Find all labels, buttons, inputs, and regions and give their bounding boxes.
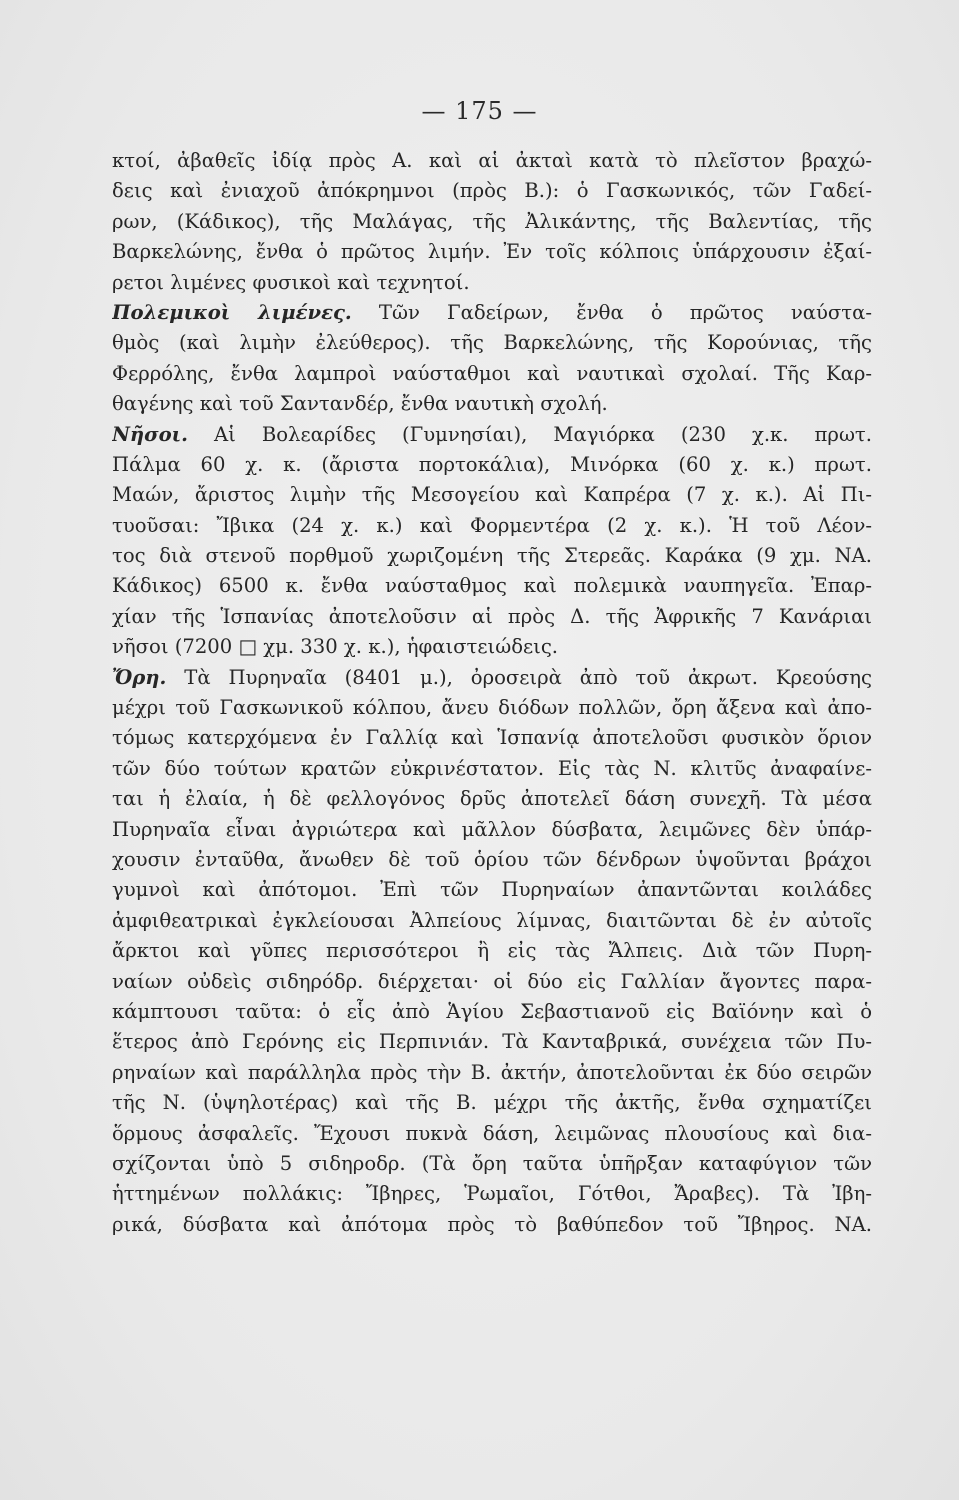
text-line <box>112 1027 872 1057</box>
text-line <box>112 268 872 298</box>
body-text <box>112 146 872 1240</box>
text-line <box>112 480 872 510</box>
text-line <box>112 541 872 571</box>
line-text: ἡττημένων πολλάκις: Ἴβηρες, Ῥωμαῖοι, Γότθοι, Ἄραβες). Τὰ Ἰβη- <box>112 1182 872 1206</box>
text-line <box>112 571 872 601</box>
line-text: ναίων οὐδεὶς σιδηρόδρ. διέρχεται· οἱ δύο εἰς Γαλλίαν ἄγοντες παρα- <box>112 969 872 993</box>
line-text: Τὰ Πυρηναῖα (8401 μ.), ὀροσειρὰ ἀπὸ τοῦ ἀκρωτ. Κρεούσης <box>166 665 872 689</box>
section-heading: Νῆσοι. <box>112 422 188 446</box>
line-text: ρικά, δύσβατα καὶ ἀπότομα πρὸς τὸ βαθύπεδον τοῦ Ἴβηρος. ΝΑ. <box>112 1212 872 1236</box>
line-text: Βαρκελώνης, ἔνθα ὁ πρῶτος λιμήν. Ἐν τοῖς κόλποις ὑπάρχουσιν ἐξαί- <box>112 240 872 264</box>
line-text: τῆς Ν. (ὑψηλοτέρας) καὶ τῆς Β. μέχρι τῆς ἀκτῆς, ἔνθα σχηματίζει <box>112 1091 872 1115</box>
text-line <box>112 875 872 905</box>
line-text: τος διὰ στενοῦ πορθμοῦ χωριζομένη τῆς Στερεᾶς. Καράκα (9 χμ. ΝΑ. <box>112 544 872 568</box>
line-text: θαγένης καὶ τοῦ Σαντανδέρ, ἔνθα ναυτικὴ σχολή. <box>112 392 608 416</box>
line-text: θμὸς (καὶ λιμὴν ἐλεύθερος). τῆς Βαρκελώνης, τῆς Κορούνιας, τῆς <box>112 331 872 355</box>
text-line <box>112 602 872 632</box>
text-line <box>112 389 872 419</box>
section-heading: Πολεμικοὶ λιμένες. <box>112 300 352 324</box>
line-text: ἀμφιθεατρικαὶ ἐγκλείουσαι Ἀλπείους λίμνας, διαιτῶνται δὲ ἐν αὐτοῖς <box>112 908 872 932</box>
line-text: χουσιν ἐνταῦθα, ἄνωθεν δὲ τοῦ ὁρίου τῶν δένδρων ὑψοῦνται βράχοι <box>112 847 872 871</box>
line-text: Μαών, ἄριστος λιμὴν τῆς Μεσογείου καὶ Καπρέρα (7 χ. κ.). Αἱ Πι- <box>112 483 872 507</box>
line-text: γυμνοὶ καὶ ἀπότομοι. Ἐπὶ τῶν Πυρηναίων ἀπαντῶνται κοιλάδες <box>112 878 872 902</box>
text-line <box>112 146 872 176</box>
line-text: σχίζονται ὑπὸ 5 σιδηροδρ. (Τὰ ὄρη ταῦτα ὑπῆρξαν καταφύγιον τῶν <box>112 1151 872 1175</box>
text-line <box>112 936 872 966</box>
page-number: — 175 — <box>421 97 538 125</box>
text-line <box>112 420 872 450</box>
line-text: μέχρι τοῦ Γασκωνικοῦ κόλπου, ἄνευ διόδων πολλῶν, ὄρη ἄξενα καὶ ἀπο- <box>112 696 872 720</box>
line-text: Πάλμα 60 χ. κ. (ἄριστα πορτοκάλια), Μινόρκα (60 χ. κ.) πρωτ. <box>112 452 872 476</box>
section-heading: Ὄρη. <box>112 665 167 689</box>
text-line <box>112 1058 872 1088</box>
line-text: Αἱ Βολεαρίδες (Γυμνησίαι), Μαγιόρκα (230 χ.κ. πρωτ. <box>187 422 872 446</box>
text-line <box>112 511 872 541</box>
text-line <box>112 1149 872 1179</box>
text-line <box>112 632 872 662</box>
text-line <box>112 997 872 1027</box>
text-line <box>112 359 872 389</box>
text-line <box>112 1088 872 1118</box>
line-text: Κάδικος) 6500 κ. ἔνθα ναύσταθμος καὶ πολεμικὰ ναυπηγεῖα. Ἐπαρ- <box>112 574 872 598</box>
text-line <box>112 663 872 693</box>
text-line <box>112 967 872 997</box>
line-text: νῆσοι (7200 □ χμ. 330 χ. κ.), ἡφαιστειώδεις. <box>112 635 559 659</box>
line-text: κτοί, ἀβαθεῖς ἰδίᾳ πρὸς Α. καὶ αἱ ἀκταὶ κατὰ τὸ πλεῖστον βραχώ- <box>112 149 872 172</box>
line-text: ρηναίων καὶ παράλληλα πρὸς τὴν Β. ἀκτήν, ἀποτελοῦνται ἐκ δύο σειρῶν <box>112 1060 872 1084</box>
line-text: ἄρκτοι καὶ γῦπες περισσότεροι ἢ εἰς τὰς Ἄλπεις. Διὰ τῶν Πυρη- <box>112 939 872 963</box>
line-text: Τῶν Γαδείρων, ἔνθα ὁ πρῶτος ναύστα- <box>351 300 872 324</box>
line-text: ἕτερος ἀπὸ Γερόνης εἰς Περπινιάν. Τὰ Κανταβρικά, συνέχεια τῶν Πυ- <box>112 1030 872 1054</box>
text-line <box>112 207 872 237</box>
text-line <box>112 754 872 784</box>
text-line <box>112 298 872 328</box>
line-text: δεις καὶ ἐνιαχοῦ ἀπόκρημνοι (πρὸς Β.): ὁ Γασκωνικός, τῶν Γαδεί- <box>112 179 872 203</box>
text-line <box>112 845 872 875</box>
line-text: χίαν τῆς Ἱσπανίας ἀποτελοῦσιν αἱ πρὸς Δ. τῆς Ἀφρικῆς 7 Κανάριαι <box>112 604 872 628</box>
line-text: ρετοι λιμένες φυσικοὶ καὶ τεχνητοί. <box>112 270 470 294</box>
text-line <box>112 1179 872 1209</box>
line-text: ται ἡ ἐλαία, ἡ δὲ φελλογόνος δρῦς ἀποτελεῖ δάση συνεχῆ. Τὰ μέσα <box>112 787 872 811</box>
text-line <box>112 176 872 206</box>
text-line <box>112 1119 872 1149</box>
line-text: Φερρόλης, ἔνθα λαμπροὶ ναύσταθμοι καὶ ναυτικαὶ σχολαί. Τῆς Καρ- <box>112 361 872 385</box>
text-line <box>112 815 872 845</box>
text-line <box>112 328 872 358</box>
text-line <box>112 723 872 753</box>
line-text: ρων, (Κάδικος), τῆς Μαλάγας, τῆς Ἀλικάντης, τῆς Βαλεντίας, τῆς <box>112 209 872 233</box>
line-text: τυοῦσαι: Ἴβικα (24 χ. κ.) καὶ Φορμεντέρα (2 χ. κ.). Ἡ τοῦ Λέον- <box>112 513 872 537</box>
line-text: ὅρμους ἀσφαλεῖς. Ἔχουσι πυκνὰ δάση, λειμῶνας πλουσίους καὶ δια- <box>112 1121 872 1145</box>
text-line <box>112 1210 872 1240</box>
line-text: κάμπτουσι ταῦτα: ὁ εἷς ἀπὸ Ἁγίου Σεβαστιανοῦ εἰς Βαϊόνην καὶ ὁ <box>112 999 872 1023</box>
text-line <box>112 237 872 267</box>
line-text: τόμως κατερχόμενα ἐν Γαλλίᾳ καὶ Ἱσπανίᾳ ἀποτελοῦσι φυσικὸν ὅριον <box>112 726 872 750</box>
line-text: Πυρηναῖα εἶναι ἀγριώτερα καὶ μᾶλλον δύσβατα, λειμῶνες δὲν ὑπάρ- <box>112 817 872 841</box>
text-line <box>112 693 872 723</box>
text-line <box>112 450 872 480</box>
text-line <box>112 784 872 814</box>
line-text: τῶν δύο τούτων κρατῶν εὐκρινέστατον. Εἰς τὰς Ν. κλιτῦς ἀναφαίνε- <box>112 756 872 780</box>
text-line <box>112 906 872 936</box>
